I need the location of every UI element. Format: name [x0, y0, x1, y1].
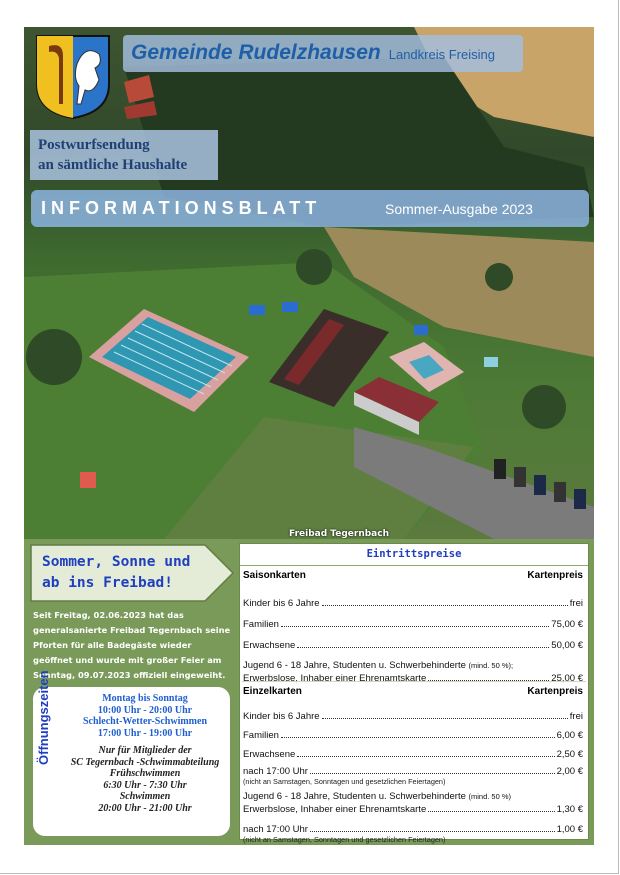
- single-row: Kinder bis 6 Jahre frei: [243, 711, 583, 722]
- hours-early-time: 6:30 Uhr - 7:30 Uhr: [103, 779, 187, 791]
- single-reduced-line-1: Jugend 6 - 18 Jahre, Studenten u. Schwerbehinderte (mind. 50 %): [243, 791, 512, 802]
- single-row: Erwachsene 2,50 €: [243, 749, 583, 760]
- season-heading: Saisonkarten: [243, 570, 306, 581]
- headline-line-1: Sommer, Sonne und: [42, 554, 191, 570]
- info-title: INFORMATIONSBLATT: [41, 198, 322, 218]
- season-row: Familien 75,00 €: [243, 619, 583, 630]
- single-after17b-note: (nicht an Samstagen, Sonntagen und gesetzlichen Feiertagen): [243, 835, 446, 844]
- single-after17-note: (nicht an Samstagen, Sonntagen und gesetzlichen Feiertagen): [243, 777, 446, 786]
- single-price-heading: Kartenpreis: [527, 686, 583, 697]
- hours-bad-weather-time: 17:00 Uhr - 19:00 Uhr: [97, 727, 193, 739]
- municipality-name: Gemeinde Rudelzhausen: [131, 41, 381, 64]
- single-row: Familien 6,00 €: [243, 730, 583, 741]
- hours-early: Frühschwimmen: [109, 768, 181, 779]
- hours-bad-weather: Schlecht-Wetter-Schwimmen: [82, 716, 208, 727]
- hours-members-2: SC Tegernbach -Schwimmabteilung: [70, 756, 220, 768]
- post-line-2: an sämtliche Haushalte: [38, 157, 188, 173]
- single-after17b: nach 17:00 Uhr 1,00 €: [243, 824, 583, 835]
- headline-line-2: ab ins Freibad!: [42, 575, 173, 591]
- price-table-title: Eintrittspreise: [240, 544, 588, 566]
- hours-swim: Schwimmen: [119, 791, 171, 802]
- article-body: Seit Freitag, 02.06.2023 hat das generalsanierte Freibad Tegernbach seine Pforten für alle Badegäste wieder geöffnet und wurde mit großer Feier am Sonntag, 09.07.2023 offiziell eingeweiht.: [33, 610, 231, 680]
- district-name: Landkreis Freising: [388, 47, 495, 62]
- hours-swim-time: 20:00 Uhr - 21:00 Uhr: [98, 802, 192, 814]
- post-line-1: Postwurfsendung: [38, 137, 150, 153]
- hours-members-1: Nur für Mitglieder der: [98, 745, 192, 756]
- hours-days-time: 10:00 Uhr - 20:00 Uhr: [97, 704, 193, 716]
- edition-label: Sommer-Ausgabe 2023: [385, 201, 533, 217]
- season-price-heading: Kartenpreis: [527, 570, 583, 581]
- single-after17: nach 17:00 Uhr 2,00 €: [243, 766, 583, 777]
- season-reduced-line-2: Erwerbslose, Inhaber einer Ehrenamtskarte 25,00 €: [243, 673, 583, 684]
- season-row: Kinder bis 6 Jahre frei: [243, 598, 583, 609]
- single-heading: Einzelkarten: [243, 686, 302, 697]
- hours-days: Montag bis Sonntag: [102, 693, 188, 704]
- season-row: Erwachsene 50,00 €: [243, 640, 583, 651]
- single-reduced-line-2: Erwerbslose, Inhaber einer Ehrenamtskarte 1,30 €: [243, 804, 583, 815]
- season-reduced-line-1: Jugend 6 - 18 Jahre, Studenten u. Schwerbehinderte (mind. 50 %);: [243, 660, 514, 671]
- opening-hours-label: Öffnungszeiten: [36, 670, 51, 765]
- caption-line-1: Freibad Tegernbach: [289, 529, 389, 539]
